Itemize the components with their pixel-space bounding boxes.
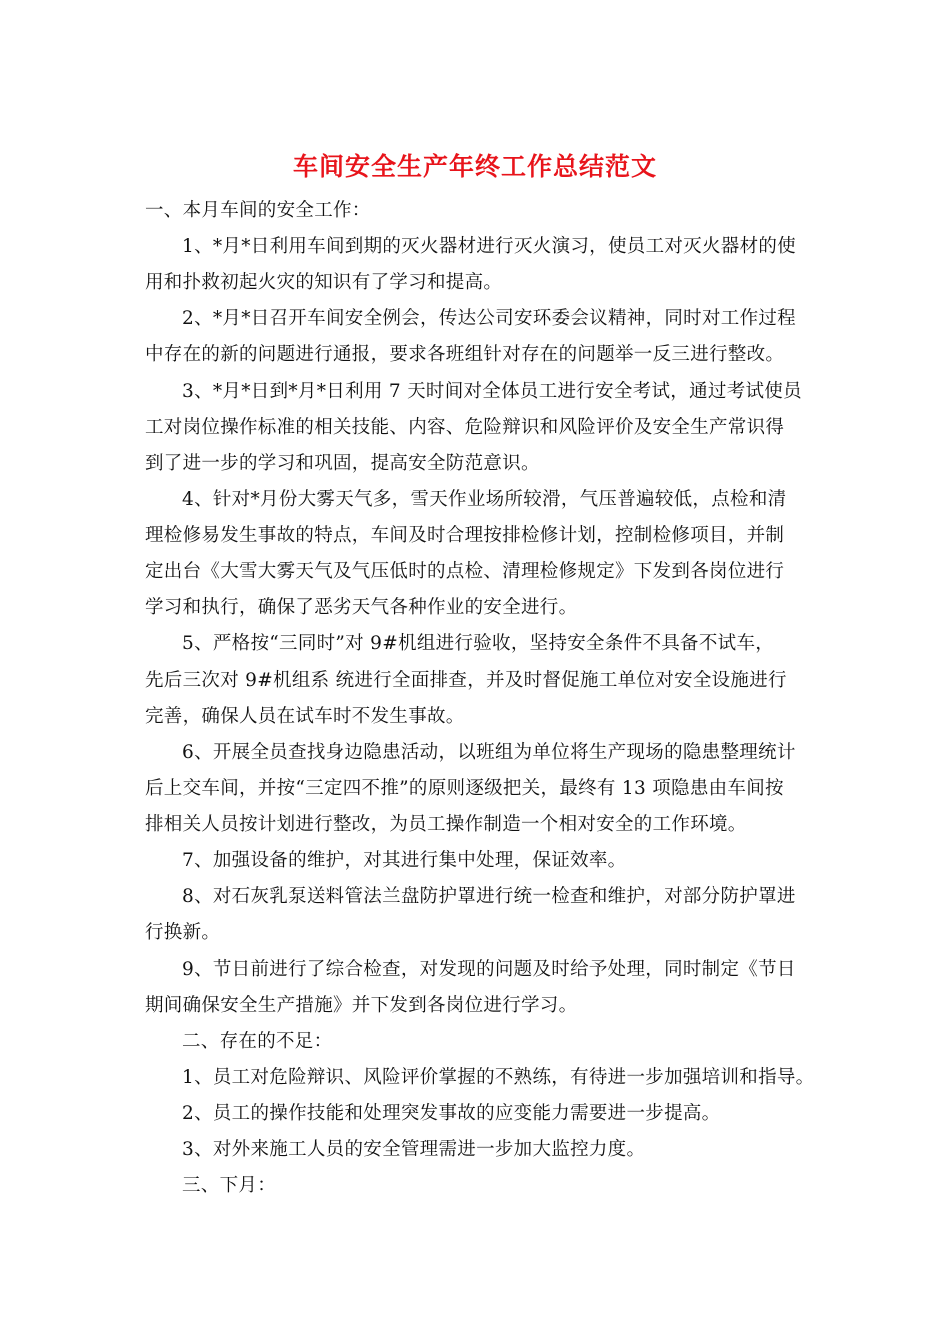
paragraph-line: 中存在的新的问题进行通报，要求各班组针对存在的问题举一反三进行整改。 (145, 344, 785, 365)
paragraph-line: 定出台《大雪大雾天气及气压低时的点检、清理检修规定》下发到各岗位进行 (145, 561, 785, 582)
paragraph-line: 期间确保安全生产措施》并下发到各岗位进行学习。 (145, 995, 578, 1016)
paragraph-line: 用和扑救初起火灾的知识有了学习和提高。 (145, 272, 503, 293)
paragraph-line: 工对岗位操作标准的相关技能、内容、危险辩识和风险评价及安全生产常识得 (145, 417, 785, 438)
paragraph-line: 4、针对*月份大雾天气多，雪天作业场所较滑，气压普遍较低，点检和清 (182, 489, 787, 510)
paragraph-line: 后上交车间，并按“三定四不推”的原则逐级把关，最终有 13 项隐患由车间按 (145, 778, 784, 799)
paragraph-line: 排相关人员按计划进行整改，为员工操作制造一个相对安全的工作环境。 (145, 814, 747, 835)
paragraph-line: 2、*月*日召开车间安全例会，传达公司安环委会议精神，同时对工作过程 (182, 308, 796, 329)
paragraph-line: 到了进一步的学习和巩固，提高安全防范意识。 (145, 453, 540, 474)
paragraph-line: 行换新。 (145, 922, 221, 943)
document-title: 车间安全生产年终工作总结范文 (292, 152, 657, 181)
paragraph-line: 3、对外来施工人员的安全管理需进一步加大监控力度。 (182, 1139, 646, 1160)
paragraph-line: 2、员工的操作技能和处理突发事故的应变能力需要进一步提高。 (182, 1103, 721, 1124)
paragraph-line: 1、*月*日利用车间到期的灭火器材进行灭火演习，使员工对灭火器材的使 (182, 236, 796, 257)
paragraph-line: 学习和执行，确保了恶劣天气各种作业的安全进行。 (145, 597, 578, 618)
paragraph-line: 先后三次对 9#机组系 统进行全面排查，并及时督促施工单位对安全设施进行 (145, 670, 787, 691)
paragraph-line: 9、节日前进行了综合检查，对发现的问题及时给予处理，同时制定《节日 (182, 959, 796, 980)
paragraph-line: 7、加强设备的维护，对其进行集中处理，保证效率。 (182, 850, 627, 871)
paragraph-line: 完善，确保人员在试车时不发生事故。 (145, 706, 465, 727)
paragraph-line: 5、严格按“三同时”对 9#机组进行验收，坚持安全条件不具备不试车， (182, 633, 775, 654)
paragraph-line: 理检修易发生事故的特点，车间及时合理按排检修计划，控制检修项目，并制 (145, 525, 785, 546)
section-heading-2: 二、存在的不足： (182, 1031, 333, 1052)
paragraph-line: 1、员工对危险辩识、风险评价掌握的不熟练，有待进一步加强培训和指导。 (182, 1067, 815, 1088)
section-heading-3: 三、下月： (182, 1175, 277, 1196)
section-heading-1: 一、本月车间的安全工作： (145, 200, 371, 221)
paragraph-line: 8、对石灰乳泵送料管法兰盘防护罩进行统一检查和维护，对部分防护罩进 (182, 886, 796, 907)
paragraph-line: 3、*月*日到*月*日利用 7 天时间对全体员工进行安全考试，通过考试使员 (182, 381, 802, 402)
paragraph-line: 6、开展全员查找身边隐患活动，以班组为单位将生产现场的隐患整理统计 (182, 742, 796, 763)
